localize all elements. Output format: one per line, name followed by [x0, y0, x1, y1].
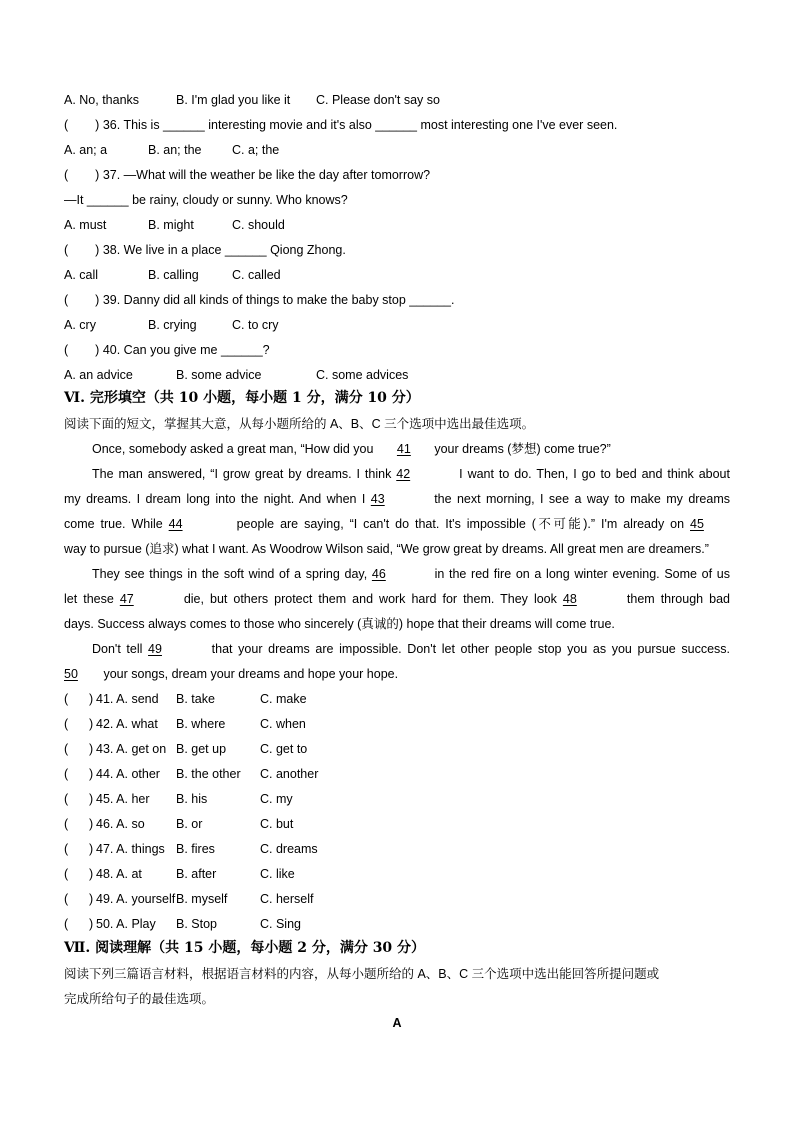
cloze-text: the next morning, I see a way to make my dreams	[428, 492, 730, 506]
cloze-blank-46: 46	[371, 567, 386, 581]
option-b: B. where	[176, 717, 226, 731]
section-6-instruction: 阅读下面的短文，掌握其大意，从每小题所给的 A、B、C 三个选项中选出最佳选项。	[64, 417, 535, 431]
option-b: B. Stop	[176, 917, 217, 931]
option-a: A. call	[64, 268, 99, 282]
section-7-instruction: 阅读下列三篇语言材料，根据语言材料的内容，从每小题所给的 A、B、C 三个选项中选出能回答所提问题或	[64, 967, 660, 981]
q35-options	[64, 92, 440, 108]
option-a: A. must	[64, 218, 107, 232]
question-text: 36. This is ______ interesting movie and it's also ______ most interesting one I've ever seen.	[102, 118, 618, 132]
answer-paren-open: (	[64, 243, 69, 257]
answer-paren[interactable]: ( )	[64, 692, 94, 706]
question-37	[64, 167, 430, 183]
cloze-item	[64, 741, 307, 757]
option-c: C. should	[232, 218, 285, 232]
cloze-blank-48: 48	[562, 592, 577, 606]
answer-paren-close: )	[95, 243, 100, 257]
q38-options	[64, 267, 281, 283]
question-text: 39. Danny did all kinds of things to make the baby stop ______.	[102, 293, 455, 307]
answer-paren[interactable]: ( )	[64, 817, 94, 831]
option-c: C. Please don't say so	[316, 93, 440, 107]
cloze-text: They see things in the soft wind of a spring day,	[92, 567, 372, 581]
cloze-text: my dreams. I dream long into the night. And when I	[64, 492, 371, 506]
answer-paren[interactable]: ( )	[64, 892, 94, 906]
option-c: C. like	[260, 867, 295, 881]
option-c: C. called	[232, 268, 281, 282]
option-a: A. No, thanks	[64, 93, 140, 107]
cloze-blank-49: 49	[148, 642, 162, 656]
cloze-item	[64, 716, 306, 732]
cloze-text: let these	[64, 592, 120, 606]
answer-paren-close: )	[95, 168, 100, 182]
cloze-text: your songs, dream your dreams and hope your hope.	[100, 667, 399, 681]
option-b: B. take	[176, 692, 215, 706]
cloze-item	[64, 816, 293, 832]
answer-paren[interactable]: ( )	[64, 867, 94, 881]
option-c: C. Sing	[260, 917, 301, 931]
option-b: B. crying	[148, 318, 197, 332]
cloze-text: Don't tell	[92, 642, 149, 656]
option-b: B. calling	[148, 268, 199, 282]
cloze-paragraph-line	[64, 666, 398, 682]
option-b: B. or	[176, 817, 203, 831]
answer-paren-open: (	[64, 168, 69, 182]
option-a: 47. A. things	[96, 842, 165, 856]
cloze-paragraph-line	[64, 491, 730, 507]
answer-paren[interactable]: ( )	[64, 742, 94, 756]
cloze-item	[64, 766, 318, 782]
cloze-blank-47: 47	[119, 592, 134, 606]
option-c: C. but	[260, 817, 294, 831]
option-c: C. dreams	[260, 842, 318, 856]
answer-paren-close: )	[95, 293, 100, 307]
answer-paren[interactable]: ( )	[64, 767, 94, 781]
answer-paren-close: )	[95, 343, 100, 357]
cloze-text: in the red fire on a long winter evening. Some of us	[429, 567, 730, 581]
answer-paren[interactable]: ( )	[64, 717, 94, 731]
option-b: B. I'm glad you like it	[176, 93, 291, 107]
option-a: A. an; a	[64, 143, 108, 157]
option-a: A. cry	[64, 318, 96, 332]
answer-paren[interactable]: ( )	[64, 792, 94, 806]
cloze-paragraph-line: days. Success always comes to those who sincerely (真诚的) hope that their dreams will come true.	[64, 617, 615, 631]
option-a: 42. A. what	[96, 717, 158, 731]
answer-paren[interactable]: ( )	[64, 842, 94, 856]
cloze-blank-50: 50	[64, 667, 78, 681]
option-a: A. an advice	[64, 368, 133, 382]
answer-paren-open: (	[64, 293, 69, 307]
cloze-paragraph-line	[92, 466, 730, 482]
section-7-heading: Ⅶ. 阅读理解（共 15 小题，每小题 2 分，满分 30 分）	[64, 940, 426, 956]
option-a: 46. A. so	[96, 817, 145, 831]
cloze-paragraph-line	[92, 566, 730, 582]
cloze-blank-44: 44	[168, 517, 183, 531]
q39-options	[64, 317, 279, 333]
option-c: C. some advices	[316, 368, 409, 382]
cloze-text: your dreams (梦想) come true?”	[430, 442, 611, 456]
question-text: 37. —What will the weather be like the day after tomorrow?	[102, 168, 431, 182]
option-b: B. an; the	[148, 143, 202, 157]
question-40	[64, 342, 270, 358]
option-a: 44. A. other	[96, 767, 160, 781]
option-a: 48. A. at	[96, 867, 142, 881]
cloze-item	[64, 791, 293, 807]
cloze-text: Once, somebody asked a great man, “How did you	[92, 442, 377, 456]
q40-options	[64, 367, 408, 383]
cloze-blank-41: 41	[396, 442, 411, 456]
option-c: C. get to	[260, 742, 308, 756]
cloze-text: them through bad	[620, 592, 730, 606]
option-c: C. make	[260, 692, 307, 706]
cloze-text: people are saying, “I can't do that. It's impossible (不可能).” I'm already on	[230, 517, 690, 531]
option-b: B. after	[176, 867, 217, 881]
option-a: 45. A. her	[96, 792, 150, 806]
option-b: B. the other	[176, 767, 241, 781]
cloze-item	[64, 916, 301, 932]
option-b: B. fires	[176, 842, 215, 856]
option-c: C. my	[260, 792, 293, 806]
section-7-instruction-cont: 完成所给句子的最佳选项。	[64, 992, 215, 1006]
cloze-blank-45: 45	[690, 517, 704, 531]
option-b: B. myself	[176, 892, 228, 906]
cloze-paragraph-line	[64, 591, 730, 607]
answer-paren-close: )	[95, 118, 100, 132]
option-b: B. get up	[176, 742, 227, 756]
cloze-item	[64, 891, 314, 907]
option-b: B. his	[176, 792, 208, 806]
option-a: 49. A. yourself	[96, 892, 176, 906]
option-a: 50. A. Play	[96, 917, 156, 931]
question-text: 38. We live in a place ______ Qiong Zhong.	[102, 243, 346, 257]
cloze-blank-42: 42	[396, 467, 411, 481]
option-c: C. a; the	[232, 143, 280, 157]
option-b: B. might	[148, 218, 194, 232]
option-c: C. another	[260, 767, 319, 781]
cloze-blank-43: 43	[370, 492, 385, 506]
cloze-paragraph-line	[92, 441, 611, 457]
question-text: 40. Can you give me ______?	[102, 343, 270, 357]
cloze-item	[64, 866, 295, 882]
question-36	[64, 117, 617, 133]
option-b: B. some advice	[176, 368, 262, 382]
cloze-text: that your dreams are impossible. Don't let other people stop you as you pursue success.	[206, 642, 730, 656]
answer-paren-open: (	[64, 118, 69, 132]
option-c: C. herself	[260, 892, 314, 906]
cloze-text: The man answered, “I grow great by dreams. I think	[92, 467, 397, 481]
passage-label: A	[392, 1016, 402, 1030]
option-c: C. when	[260, 717, 306, 731]
q36-options	[64, 142, 279, 158]
cloze-paragraph-line	[64, 516, 730, 532]
cloze-paragraph-line	[92, 641, 730, 657]
answer-paren[interactable]: ( )	[64, 917, 94, 931]
cloze-item	[64, 691, 307, 707]
question-39	[64, 292, 454, 308]
option-c: C. to cry	[232, 318, 279, 332]
question-38	[64, 242, 346, 258]
cloze-text: come true. While	[64, 517, 169, 531]
answer-paren-open: (	[64, 343, 69, 357]
cloze-item	[64, 841, 318, 857]
cloze-text: I want to do. Then, I go to bed and think about	[454, 467, 730, 481]
option-a: 41. A. send	[96, 692, 159, 706]
cloze-text: die, but others protect them and work hard for them. They look	[177, 592, 563, 606]
option-a: 43. A. get on	[96, 742, 167, 756]
cloze-paragraph-line: way to pursue (追求) what I want. As Woodrow Wilson said, “We grow great by dreams. All great men are dreamers.”	[64, 542, 709, 556]
section-6-heading: Ⅵ. 完形填空（共 10 小题，每小题 1 分，满分 10 分）	[64, 390, 420, 406]
q37-reply: —It ______ be rainy, cloudy or sunny. Who knows?	[64, 193, 348, 207]
q37-options	[64, 217, 285, 233]
